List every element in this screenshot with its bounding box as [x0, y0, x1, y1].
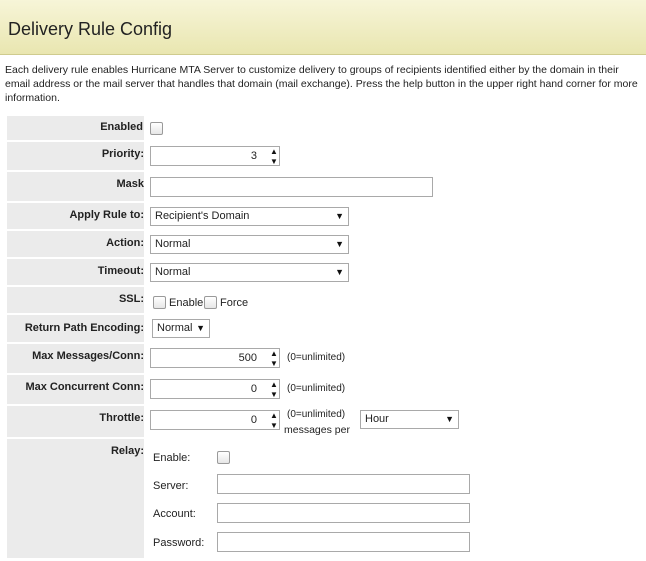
priority-label: Priority: [101, 148, 144, 160]
spin-down-icon[interactable]: ▼ [270, 421, 278, 430]
throttle-messages-per: messages per [284, 424, 350, 436]
return-path-select[interactable]: Normal ▼ [152, 319, 210, 338]
relay-row [7, 439, 144, 560]
throttle-hint: (0=unlimited) [287, 409, 346, 420]
timeout-select[interactable]: Normal ▼ [150, 263, 349, 282]
dropdown-arrow-icon: ▼ [196, 323, 205, 333]
mask-row [7, 172, 144, 203]
enabled-label: Enabled [100, 121, 143, 133]
spin-up-icon[interactable]: ▲ [270, 349, 278, 358]
return-path-label: Return Path Encoding: [24, 322, 144, 334]
spin-up-icon[interactable]: ▲ [270, 411, 278, 420]
ssl-enable-checkbox[interactable] [153, 296, 166, 309]
ssl-force-label: Force [220, 297, 249, 309]
max-concurrent-input[interactable]: 0 ▲ ▼ [150, 379, 280, 399]
relay-password-input[interactable] [217, 532, 470, 552]
spin-up-icon[interactable]: ▲ [270, 380, 278, 389]
action-select[interactable]: Normal ▼ [150, 235, 349, 254]
relay-enable-label: Enable: [153, 452, 191, 464]
action-label: Action: [106, 237, 144, 249]
priority-spinner[interactable] [269, 147, 279, 167]
spin-up-icon[interactable]: ▲ [270, 147, 278, 156]
priority-row [7, 142, 144, 172]
spin-down-icon[interactable]: ▼ [270, 390, 278, 399]
relay-server-label: Server: [153, 480, 189, 492]
ssl-label: SSL: [118, 293, 144, 305]
spin-down-icon[interactable]: ▼ [270, 359, 278, 368]
return-path-row [7, 315, 144, 344]
dropdown-arrow-icon: ▼ [445, 414, 454, 424]
action-row [7, 231, 144, 259]
relay-server-input[interactable] [217, 474, 470, 494]
relay-enable-checkbox[interactable] [217, 451, 230, 464]
mask-input[interactable] [150, 177, 433, 197]
timeout-row [7, 259, 144, 287]
max-concurrent-label: Max Concurrent Conn: [25, 381, 144, 393]
throttle-spinner[interactable] [269, 411, 279, 431]
page-title: Delivery Rule Config [8, 19, 173, 39]
relay-account-input[interactable] [217, 503, 470, 523]
relay-password-label: Password: [153, 537, 205, 549]
max-messages-hint: (0=unlimited) [287, 352, 346, 363]
apply-rule-select[interactable]: Recipient's Domain ▼ [150, 207, 349, 226]
ssl-row [7, 287, 144, 315]
relay-label: Relay: [110, 445, 144, 457]
throttle-label: Throttle: [99, 412, 144, 424]
dropdown-arrow-icon: ▼ [335, 239, 344, 249]
max-messages-spinner[interactable] [269, 349, 279, 369]
page-header [0, 0, 646, 55]
max-messages-row [7, 344, 144, 375]
max-concurrent-hint: (0=unlimited) [287, 383, 346, 394]
mask-label: Mask [116, 178, 144, 190]
max-concurrent-spinner[interactable] [269, 380, 279, 400]
dropdown-arrow-icon: ▼ [335, 267, 344, 277]
throttle-row [7, 406, 144, 439]
ssl-force-checkbox[interactable] [204, 296, 217, 309]
apply-rule-label: Apply Rule to: [69, 209, 144, 221]
throttle-input[interactable]: 0 ▲ ▼ [150, 410, 280, 430]
apply-rule-row [7, 203, 144, 231]
throttle-period-select[interactable]: Hour ▼ [360, 410, 459, 429]
enabled-checkbox[interactable] [150, 122, 163, 135]
timeout-label: Timeout: [97, 265, 144, 277]
spin-down-icon[interactable]: ▼ [270, 157, 278, 166]
max-concurrent-row [7, 375, 144, 406]
ssl-enable-label: Enable [169, 297, 204, 309]
relay-account-label: Account: [153, 508, 196, 520]
dropdown-arrow-icon: ▼ [335, 211, 344, 221]
enabled-row [7, 116, 144, 142]
page-description: Each delivery rule enables Hurricane MTA Server to customize delivery to groups of recipients identified either by the domain in their email address or the mail server that handles that domain (mail exchange). Press the help button in the upper right hand corner for more information. [5, 64, 638, 104]
max-messages-label: Max Messages/Conn: [32, 350, 144, 362]
priority-input[interactable]: 3 ▲ ▼ [150, 146, 280, 166]
max-messages-input[interactable]: 500 ▲ ▼ [150, 348, 280, 368]
